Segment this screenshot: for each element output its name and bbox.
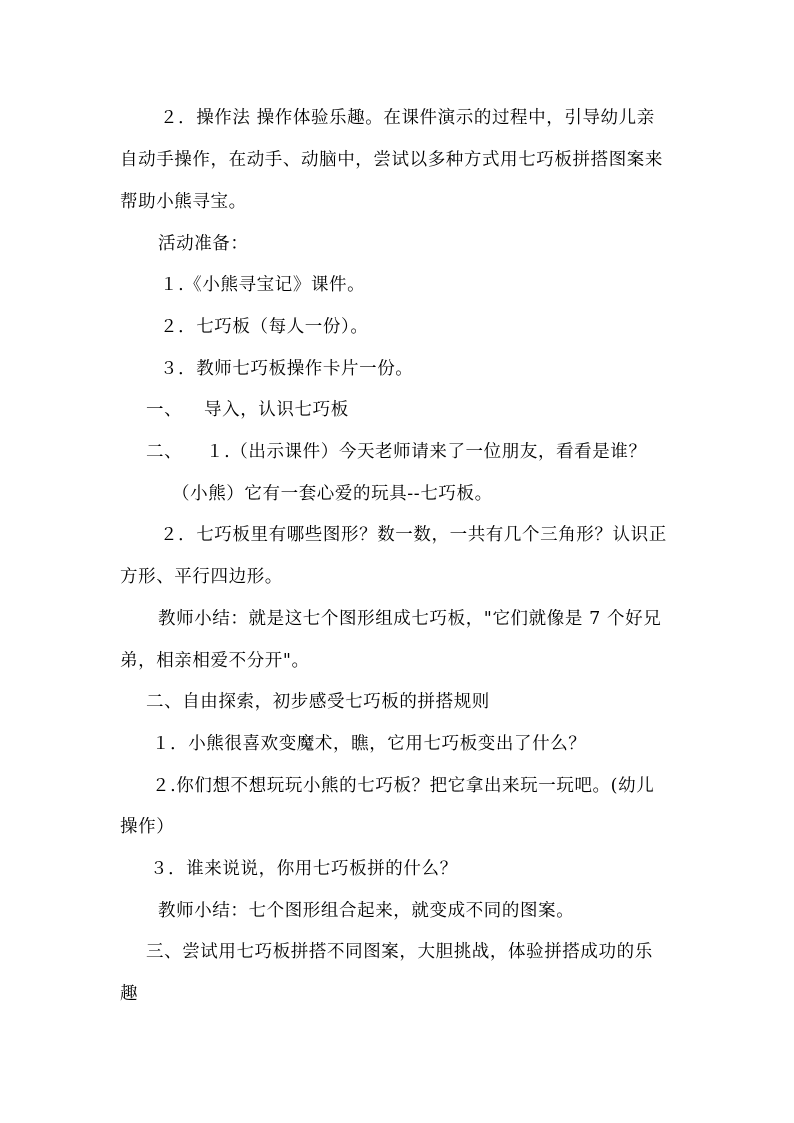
section-heading: 活动准备： (158, 234, 249, 254)
paragraph-line: 趣 (120, 984, 139, 1004)
paragraph-line: ２．操作法 操作体验乐趣。在课件演示的过程中，引导幼儿亲 (160, 108, 655, 128)
paragraph-line: 操作） (120, 817, 175, 837)
section-number: 二、 (146, 442, 183, 462)
section-heading: 导入，认识七巧板 (204, 400, 349, 420)
paragraph-line: （小熊）它有一套心爱的玩具--七巧板。 (172, 484, 493, 504)
list-item: １.《小熊寻宝记》课件。 (160, 275, 366, 295)
paragraph-line: 方形、平行四边形。 (120, 567, 283, 587)
section-heading: 二、自由探索，初步感受七巧板的拼搭规则 (146, 692, 490, 712)
list-item: ２．七巧板（每人一份）。 (160, 317, 369, 337)
section-number: 一、 (146, 400, 183, 420)
summary-line: 教师小结：就是这七个图形组成七巧板，"它们就像是 7 个好兄 (158, 609, 662, 629)
summary-line: 教师小结：七个图形组合起来，就变成不同的图案。 (158, 901, 575, 921)
list-item: ３．教师七巧板操作卡片一份。 (160, 359, 414, 379)
section-heading: 三、尝试用七巧板拼搭不同图案，大胆挑战，体验拼搭成功的乐 (146, 942, 653, 962)
paragraph-line: 弟，相亲相爱不分开"。 (120, 651, 310, 671)
paragraph-line: 帮助小熊寻宝。 (120, 192, 247, 212)
paragraph-line: 自动手操作，在动手、动脑中，尝试以多种方式用七巧板拼搭图案来 (120, 150, 663, 170)
list-item: ２．七巧板里有哪些图形？数一数，一共有几个三角形？认识正 (160, 525, 667, 545)
list-item: ３．谁来说说，你用七巧板拼的什么？ (150, 859, 458, 879)
list-item: １.（出示课件）今天老师请来了一位朋友，看看是谁？ (206, 442, 647, 462)
list-item: ２.你们想不想玩玩小熊的七巧板？把它拿出来玩一玩吧。(幼儿 (152, 776, 655, 796)
list-item: １．小熊很喜欢变魔术，瞧，它用七巧板变出了什么？ (152, 734, 587, 754)
